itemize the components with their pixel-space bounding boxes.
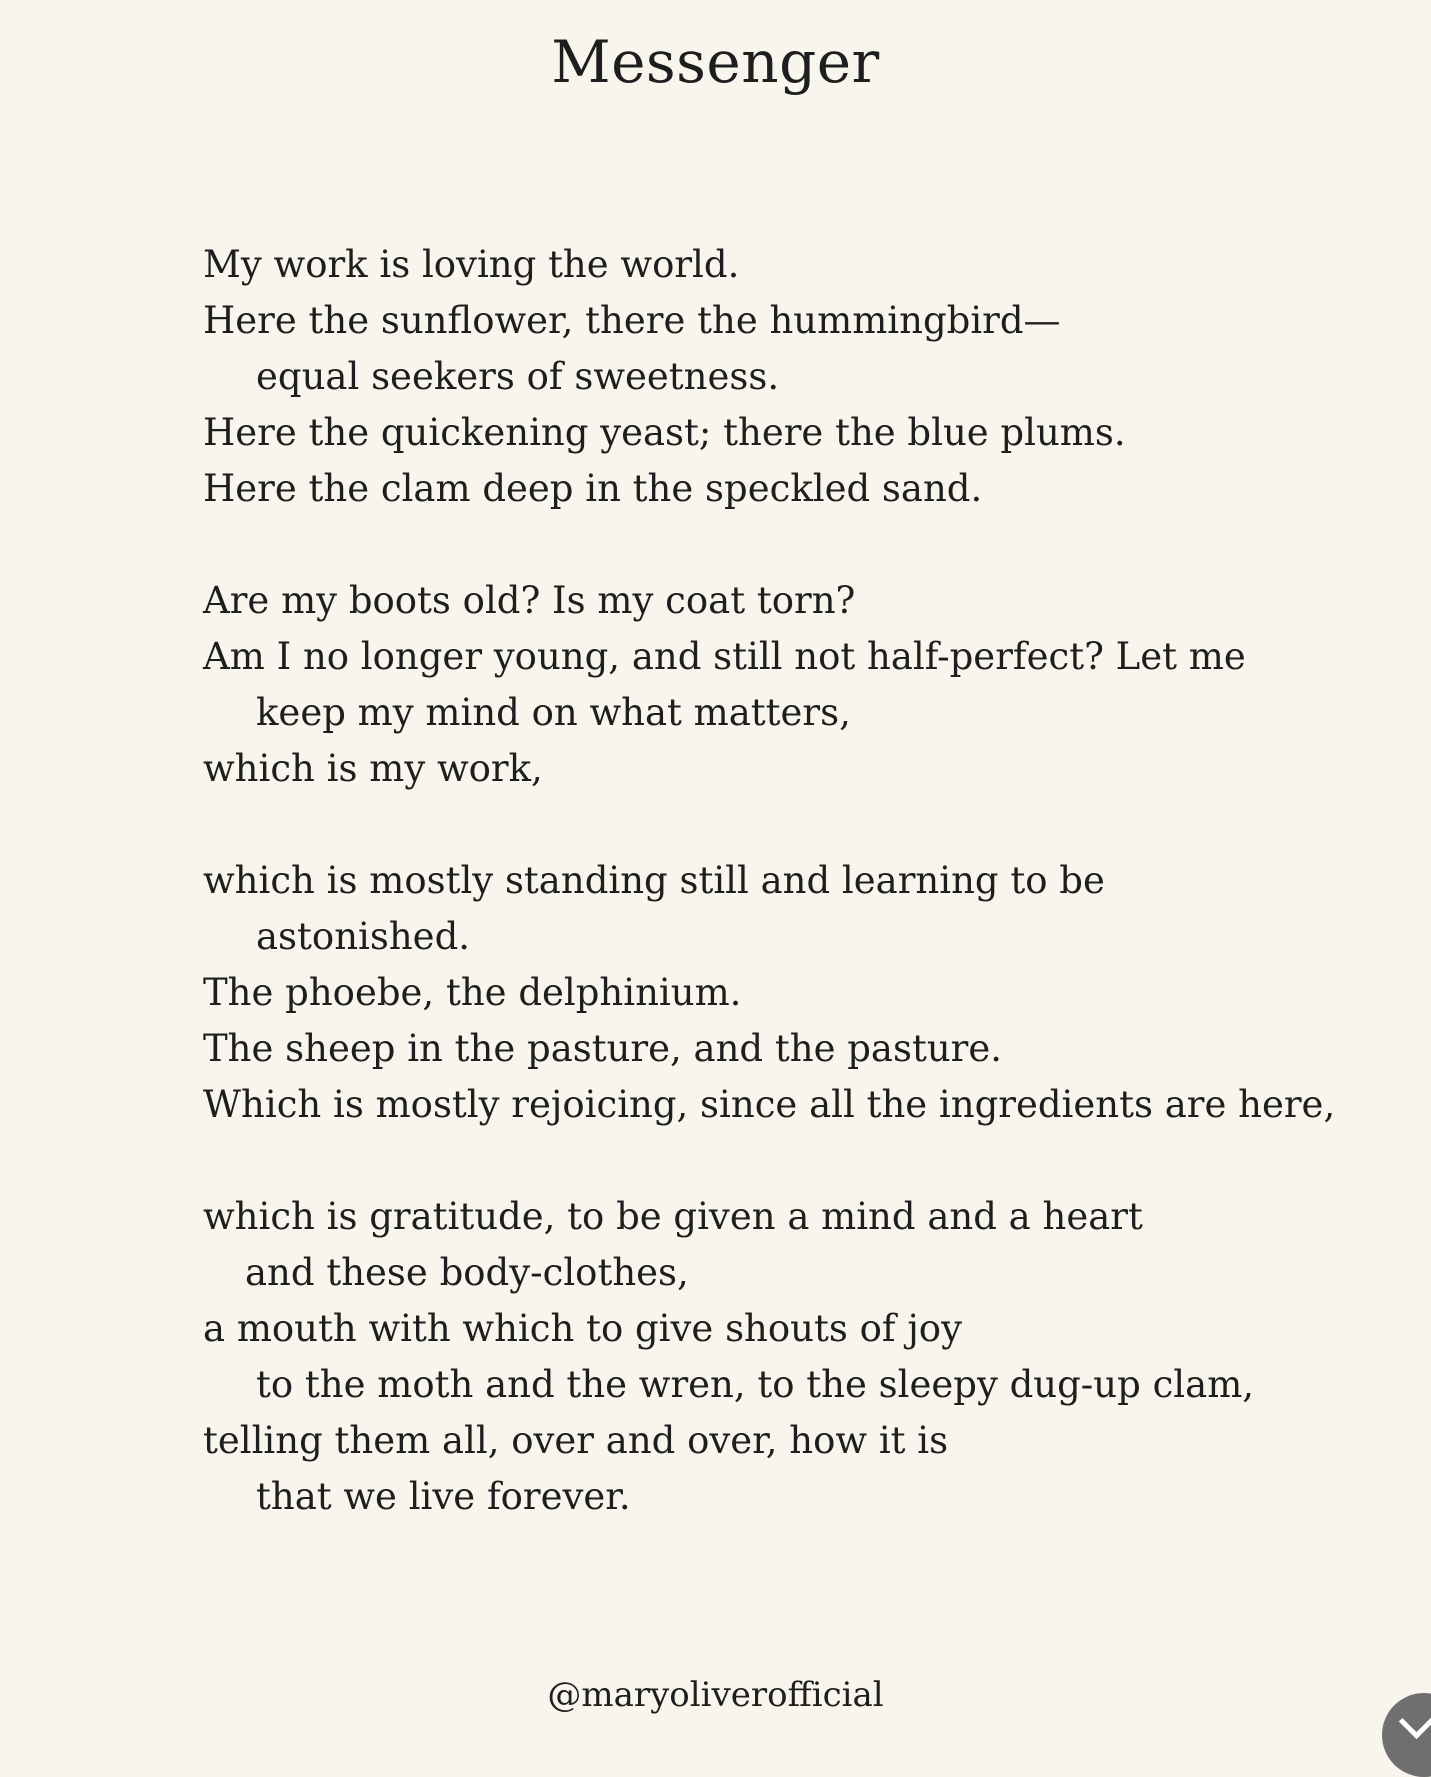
poem-line: astonished. xyxy=(256,915,471,958)
poem-title: Messenger xyxy=(551,28,880,96)
poem-line: My work is loving the world. xyxy=(203,243,740,286)
poem-line: Here the sunflower, there the hummingbird— xyxy=(203,299,1061,342)
poem-line: keep my mind on what matters, xyxy=(256,691,851,734)
poem-line: Are my boots old? Is my coat torn? xyxy=(203,579,856,622)
chevron-down-icon xyxy=(1399,1704,1431,1739)
author-handle: @maryoliverofficial xyxy=(547,1675,884,1715)
poem-line: telling them all, over and over, how it is xyxy=(203,1419,949,1462)
poem-line: The sheep in the pasture, and the pasture. xyxy=(203,1027,1003,1070)
poem-line: Here the clam deep in the speckled sand. xyxy=(203,467,983,510)
poem-line: Here the quickening yeast; there the blue plums. xyxy=(203,411,1126,454)
poem-line: equal seekers of sweetness. xyxy=(256,355,780,398)
poem-line: The phoebe, the delphinium. xyxy=(203,971,742,1014)
poem-line: to the moth and the wren, to the sleepy dug-up clam, xyxy=(256,1363,1255,1406)
poem-line: which is my work, xyxy=(203,747,543,790)
poem-line: which is gratitude, to be given a mind and a heart xyxy=(203,1195,1143,1238)
poem-line: that we live forever. xyxy=(256,1475,631,1518)
poem-line: which is mostly standing still and learning to be xyxy=(203,859,1105,902)
poem-line: Which is mostly rejoicing, since all the ingredients are here, xyxy=(203,1083,1336,1126)
poem-line: and these body-clothes, xyxy=(245,1251,689,1294)
poem-line: Am I no longer young, and still not half-perfect? Let me xyxy=(203,635,1246,678)
poem-line: a mouth with which to give shouts of joy xyxy=(203,1307,962,1350)
